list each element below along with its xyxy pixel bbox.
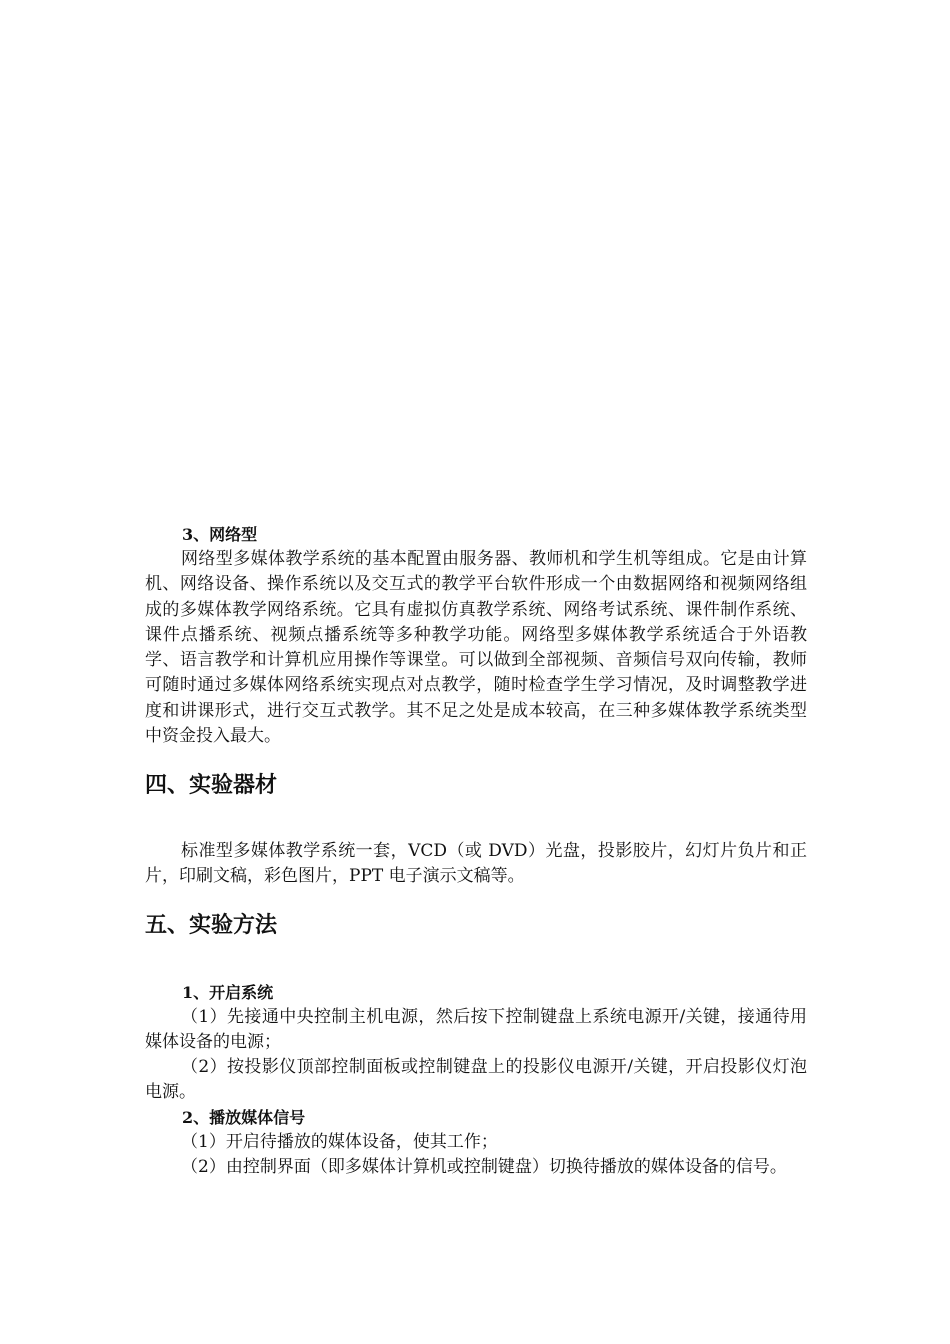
- subsection-heading-play-media: 2、播放媒体信号: [182, 1108, 306, 1128]
- start-system-step-1: （1）先接通中央控制主机电源，然后按下控制键盘上系统电源开/关键，接通待用媒体设备的电源；: [145, 1007, 807, 1053]
- document-content: [145, 522, 807, 1180]
- equipment-paragraph: 标准型多媒体教学系统一套，VCD（或 DVD）光盘，投影胶片，幻灯片负片和正片，印刷文稿，彩色图片，PPT 电子演示文稿等。: [145, 841, 807, 887]
- play-media-step-2: （2）由控制界面（即多媒体计算机或控制键盘）切换待播放的媒体设备的信号。: [181, 1157, 787, 1178]
- section-heading-equipment: 四、实验器材: [145, 773, 278, 799]
- start-system-step-2: （2）按投影仪顶部控制面板或控制键盘上的投影仪电源开/关键，开启投影仪灯泡电源。: [145, 1057, 807, 1103]
- section-heading-method: 五、实验方法: [145, 913, 278, 939]
- network-type-paragraph: 网络型多媒体教学系统的基本配置由服务器、教师机和学生机等组成。它是由计算机、网络设备、操作系统以及交互式的教学平台软件形成一个由数据网络和视频网络组成的多媒体教学网络系统。它具有虚拟仿真教学系统、网络考试系统、课件制作系统、课件点播系统、视频点播系统等多种教学功能。网络型多媒体教学系统适合于外语教学、语言教学和计算机应用操作等课堂。可以做到全部视频、音频信号双向传输，教师可随时通过多媒体网络系统实现点对点教学，随时检查学生学习情况，及时调整教学进度和讲课形式，进行交互式教学。其不足之处是成本较高，在三种多媒体教学系统类型中资金投入最大。: [145, 549, 807, 747]
- subsection-heading-network-type: 3、网络型: [182, 525, 258, 544]
- play-media-step-1: （1）开启待播放的媒体设备，使其工作；: [181, 1132, 498, 1153]
- subsection-heading-start-system: 1、开启系统: [182, 983, 274, 1003]
